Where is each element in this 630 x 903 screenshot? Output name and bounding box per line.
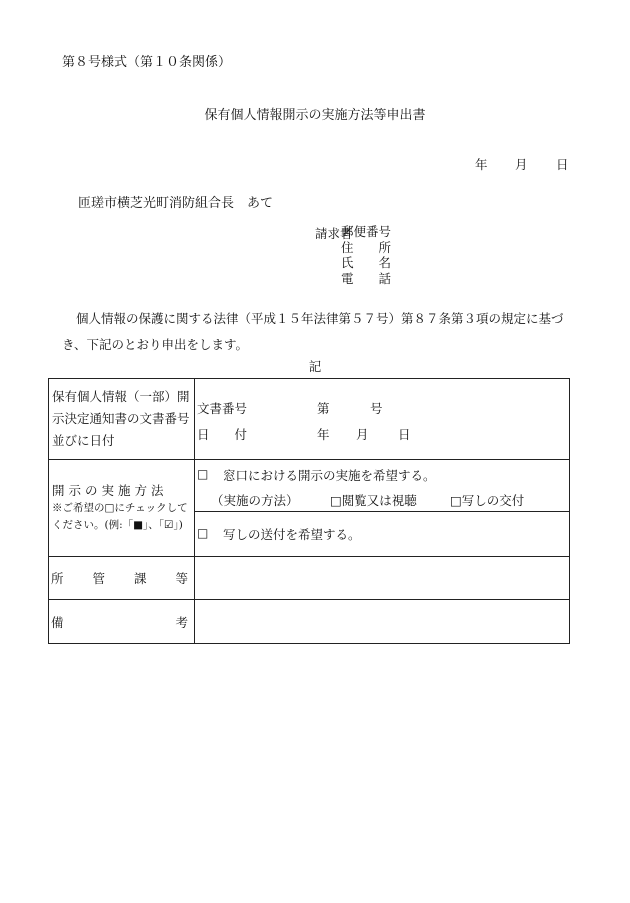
option-mail-cell — [195, 512, 570, 557]
method-label: 開示の実施方法 — [52, 483, 168, 498]
postal-code-label: 郵便番号 — [341, 224, 392, 239]
notice-year: 年 — [317, 427, 330, 442]
notice-label: 保有個人情報（一部）開示決定通知書の文書番号並びに日付 — [49, 379, 195, 460]
method-note: ※ご希望の□にチェックしてください。(例:「■」、「☑」) — [52, 502, 188, 531]
phone-label: 電 話 — [341, 270, 392, 286]
date-label: 日 付 — [197, 427, 248, 442]
checkbox-window[interactable]: □ — [197, 467, 209, 481]
option-window-cell — [195, 460, 570, 512]
requester-fields — [341, 224, 391, 286]
table-row-section — [49, 557, 570, 600]
doc-no-label: 文書番号 — [197, 401, 248, 416]
table-row-notice — [49, 379, 570, 460]
form-table — [48, 378, 570, 644]
remarks-value-cell[interactable] — [195, 600, 570, 644]
section-value-cell[interactable] — [195, 557, 570, 600]
notice-month: 月 — [356, 427, 369, 442]
ki-heading: 記 — [308, 359, 322, 374]
address-label: 住 所 — [341, 239, 392, 255]
form-number: 第８号様式（第１０条関係） — [62, 55, 232, 70]
doc-no-dai: 第 — [317, 401, 330, 416]
notice-day: 日 — [398, 427, 411, 442]
addressee: 匝瑳市横芝光町消防組合長 あて — [78, 196, 274, 211]
table-row-remarks — [49, 600, 570, 644]
checkbox-copy[interactable]: □写しの交付 — [450, 493, 525, 508]
option-mail-text: 写しの送付を希望する。 — [223, 527, 361, 542]
option-window-text: 窓口における開示の実施を希望する。 — [223, 468, 436, 483]
date-day: 日 — [556, 157, 569, 172]
doc-no-go: 号 — [370, 401, 383, 416]
notice-value-cell — [195, 379, 570, 460]
date-year: 年 — [475, 157, 488, 172]
section-char: 管 — [92, 571, 105, 586]
section-label-cell — [49, 557, 195, 600]
remarks-label-cell — [49, 600, 195, 644]
requester-label: 請求者 — [315, 226, 353, 241]
method-label-cell — [49, 460, 195, 557]
document-title: 保有個人情報開示の実施方法等申出書 — [204, 108, 426, 123]
date-month: 月 — [515, 157, 528, 172]
method-sub-label: （実施の方法） — [211, 493, 299, 508]
remarks-char: 考 — [175, 614, 188, 630]
name-label: 氏 名 — [341, 255, 392, 270]
section-char: 等 — [175, 571, 188, 586]
section-char: 課 — [133, 571, 147, 586]
section-char: 所 — [51, 571, 64, 586]
checkbox-view[interactable]: □閲覧又は視聴 — [330, 493, 417, 508]
remarks-char: 備 — [51, 614, 64, 630]
checkbox-mail[interactable]: □ — [197, 526, 209, 540]
intro-paragraph: 個人情報の保護に関する法律（平成１５年法律第５７号）第８７条第３項の規定に基づき、下記のとおり申出をします。 — [62, 311, 564, 352]
table-row-method-1 — [49, 460, 570, 512]
